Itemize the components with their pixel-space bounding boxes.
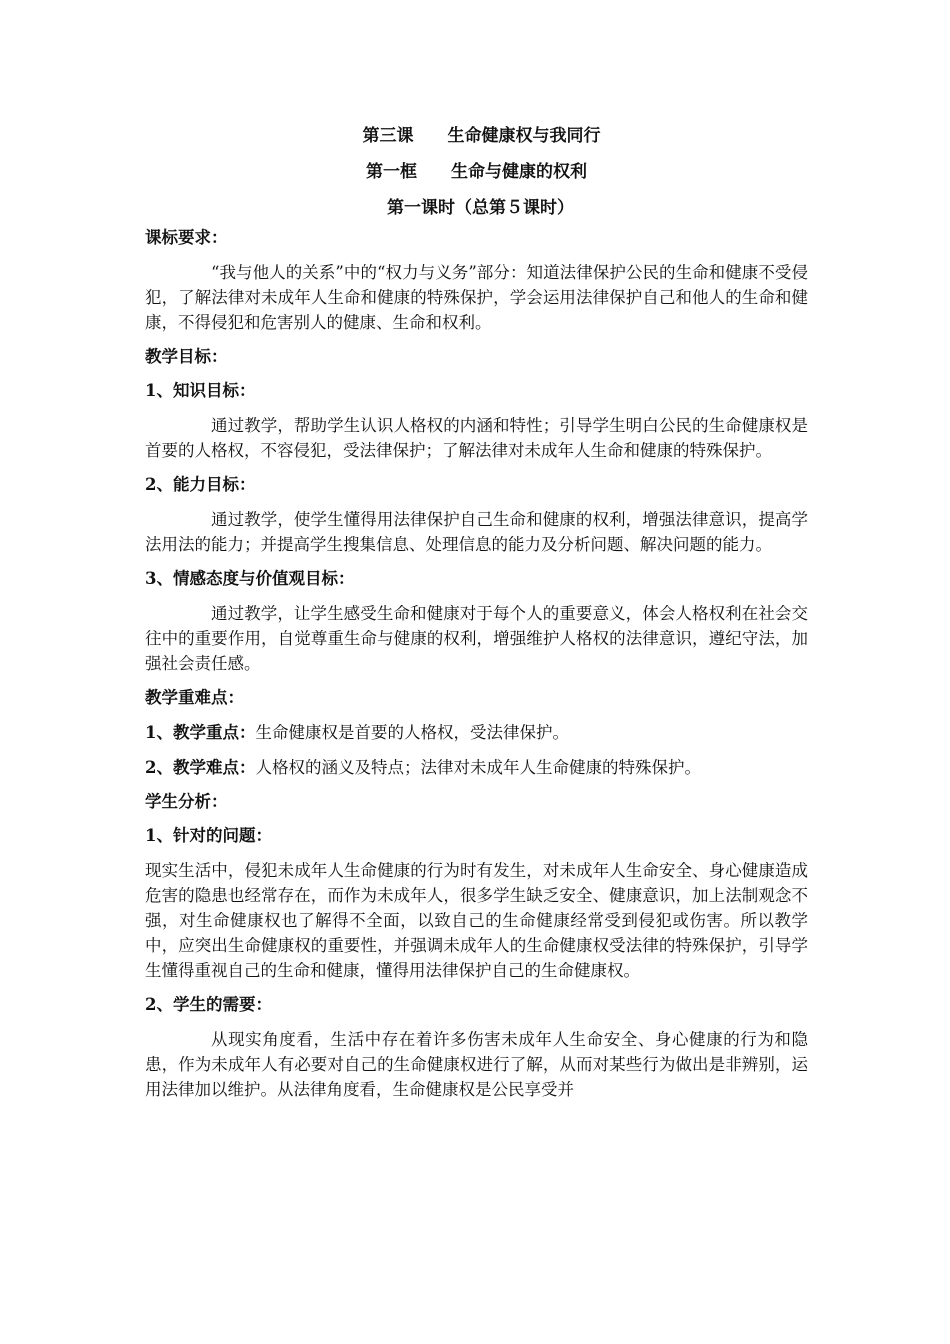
difficulty-text: 人格权的涵义及特点；法律对未成年人生命健康的特殊保护。 <box>255 758 701 777</box>
knowledge-body: 通过教学，帮助学生认识人格权的内涵和特性；引导学生明白公民的生命健康权是首要的人格权，不容侵犯，受法律保护；了解法律对未成年人生命和健康的特殊保护。 <box>145 416 808 460</box>
problem-heading: 1、针对的问题： <box>145 826 272 845</box>
curriculum-body: “我与他人的关系”中的“权力与义务”部分：知道法律保护公民的生命和健康不受侵犯，了解法律对未成年人生命和健康的特殊保护，学会运用法律保护自己和他人的生命和健康，不得侵犯和危害别人的健康、生命和权利。 <box>145 263 808 332</box>
needs-heading: 2、学生的需要： <box>145 995 272 1014</box>
key-points-heading: 教学重难点： <box>145 688 244 707</box>
frame-name: 生命与健康的权利 <box>451 162 587 182</box>
emotion-body: 通过教学，让学生感受生命和健康对于每个人的重要意义，体会人格权利在社会交往中的重要作用，自觉尊重生命与健康的权利，增强维护人格权的法律意识，遵纪守法，加强社会责任感。 <box>145 604 808 673</box>
problem-body: 现实生活中，侵犯未成年人生命健康的行为时有发生，对未成年人生命安全、身心健康造成危害的隐患也经常存在，而作为未成年人，很多学生缺乏安全、健康意识，加上法制观念不强，对生命健康权也了解得不全面，以致自己的生命健康经常受到侵犯或伤害。所以教学中，应突出生命健康权的重要性，并强调未成年人的生命健康权受法律的特殊保护，引导学生懂得重视自己的生命和健康，懂得用法律保护自己的生命健康权。 <box>145 861 808 980</box>
lesson-name: 生命健康权与我同行 <box>447 126 601 146</box>
curriculum-heading: 课标要求： <box>145 228 228 247</box>
document-content <box>145 118 808 1112</box>
ability-body: 通过教学，使学生懂得用法律保护自己生命和健康的权利，增强法律意识，提高学法用法的能力；并提高学生搜集信息、处理信息的能力及分析问题、解决问题的能力。 <box>145 510 808 554</box>
needs-body: 从现实角度看，生活中存在着许多伤害未成年人生命安全、身心健康的行为和隐患，作为未成年人有必要对自己的生命健康权进行了解，从而对某些行为做出是非辨别，运用法律加以维护。从法律角度看，生命健康权是公民享受并 <box>145 1030 808 1099</box>
key-point-line <box>145 720 808 745</box>
ability-heading: 2、能力目标： <box>145 475 256 494</box>
student-analysis-heading: 学生分析： <box>145 792 228 811</box>
period-title: 第一课时（总第５课时） <box>387 198 574 218</box>
key-point-label: 1、教学重点： <box>145 723 256 742</box>
frame-title <box>145 154 808 190</box>
objectives-heading: 教学目标： <box>145 347 228 366</box>
lesson-title <box>145 118 808 154</box>
difficulty-line <box>145 755 808 780</box>
key-point-text: 生命健康权是首要的人格权，受法律保护。 <box>255 723 569 742</box>
difficulty-label: 2、教学难点： <box>145 758 256 777</box>
emotion-heading: 3、情感态度与价值观目标： <box>145 569 355 588</box>
frame-number: 第一框 <box>366 162 417 182</box>
lesson-number: 第三课 <box>362 126 414 146</box>
knowledge-heading: 1、知识目标： <box>145 381 256 400</box>
